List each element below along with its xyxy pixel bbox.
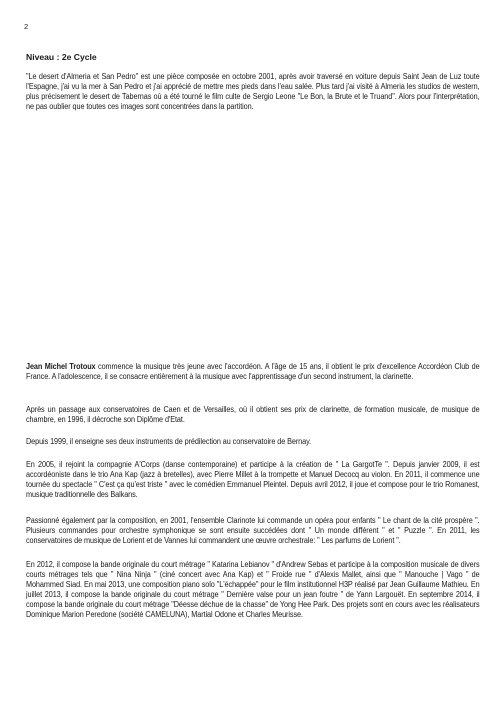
bio-paragraph-6: En 2012, il compose la bande originale du court métrage " Katarina Lebianov " d'Andrew Sebas et participe à la composition musicale de divers courts métrages tels que " Nina Ninja " (ciné concert avec Ana Kap) et " Froide rue " d'Alexis Mallet, ainsi que " Manouche | Vago " de Mohammed Siad. En mai 2013, une composition piano solo "L'échappée" pour le film institutionnel H3P réalisé par Jean Guillaume Mathieu. En juillet 2013, il compose la bande originale du court métrage " Dernière valse pour un jean foutre " de Yann Largouët. En septembre 2014, il compose la bande originale du court métrage "Déesse déchue de la chasse" de Yong Hee Park. Des projets sont en cours avec les réalisateurs Dominique Marion Peredone (société CAMELUNA), Martial Odone et Charles Meurisse. <box>26 560 480 619</box>
composer-name: Jean Michel Trotoux <box>26 362 96 371</box>
bio-paragraph-2: Après un passage aux conservatoires de Caen et de Versailles, où il obtient ses prix de clarinette, de formation musicale, de musique de chambre, en 1996, il décroche son Diplôme d'Etat. <box>26 405 480 424</box>
level-heading: Niveau : 2e Cycle <box>26 52 97 62</box>
page-number: 2 <box>24 22 29 31</box>
bio-paragraph-4: En 2005, il rejoint la compagnie A'Corps (danse contemporaine) et participe à la création de " La GargotTe ". Depuis janvier 2009, il est accordéoniste dans le trio Ana Kap (jazz à bretelles), avec Pierre Millet à la trompette et Manuel Decocq au violon. En 2011, il commence une tournée du spectacle " C'est ça qu'est triste " avec le comédien Emmanuel Pleintel. Depuis avril 2012, il joue et compose pour le trio Romanest, musique traditionnelle des Balkans. <box>26 460 480 499</box>
bio-paragraph-5: Passionné également par la composition, en 2001, l'ensemble Clarinote lui commande un opéra pour enfants " Le chant de la cité prospère ". Plusieurs commandes pour orchestre symphonique se sont ensuite succédées dont " Un monde différent " et " Puzzle ". En 2011, les conservatoires de musique de Lorient et de Vannes lui commandent une œuvre orchestrale: " Les parfums de Lorient ". <box>26 516 480 545</box>
piece-description: "Le desert d'Almeria et San Pedro" est une pièce composée en octobre 2001, après avoir traversé en voiture depuis Saint Jean de Luz toute l'Espagne, j'ai vu la mer à San Pedro et j'ai apprécié de mettre mes pieds dans l'eau salée. Plus tard j'ai visité à Almeria les studios de western, plus précisement le desert de Tabernas où a été tourné le film culte de Sergio Leone "Le Bon, la Brute et le Truand". Alors pour l'interprétation, ne pas oublier que toutes ces images sont concentrées dans la partition. <box>26 72 480 111</box>
bio-paragraph-1-text: commence la musique très jeune avec l'accordéon. A l'âge de 15 ans, il obtient le prix d'excellence Accordéon Club de France. A l'adolescence, il se consacre entièrement à la musique avec l'apprentissage d'un second instrument, la clarinette. <box>26 362 480 381</box>
bio-paragraph-1 <box>26 362 480 382</box>
bio-paragraph-3: Depuis 1999, il enseigne ses deux instruments de prédilection au conservatoire de Bernay. <box>26 437 312 446</box>
